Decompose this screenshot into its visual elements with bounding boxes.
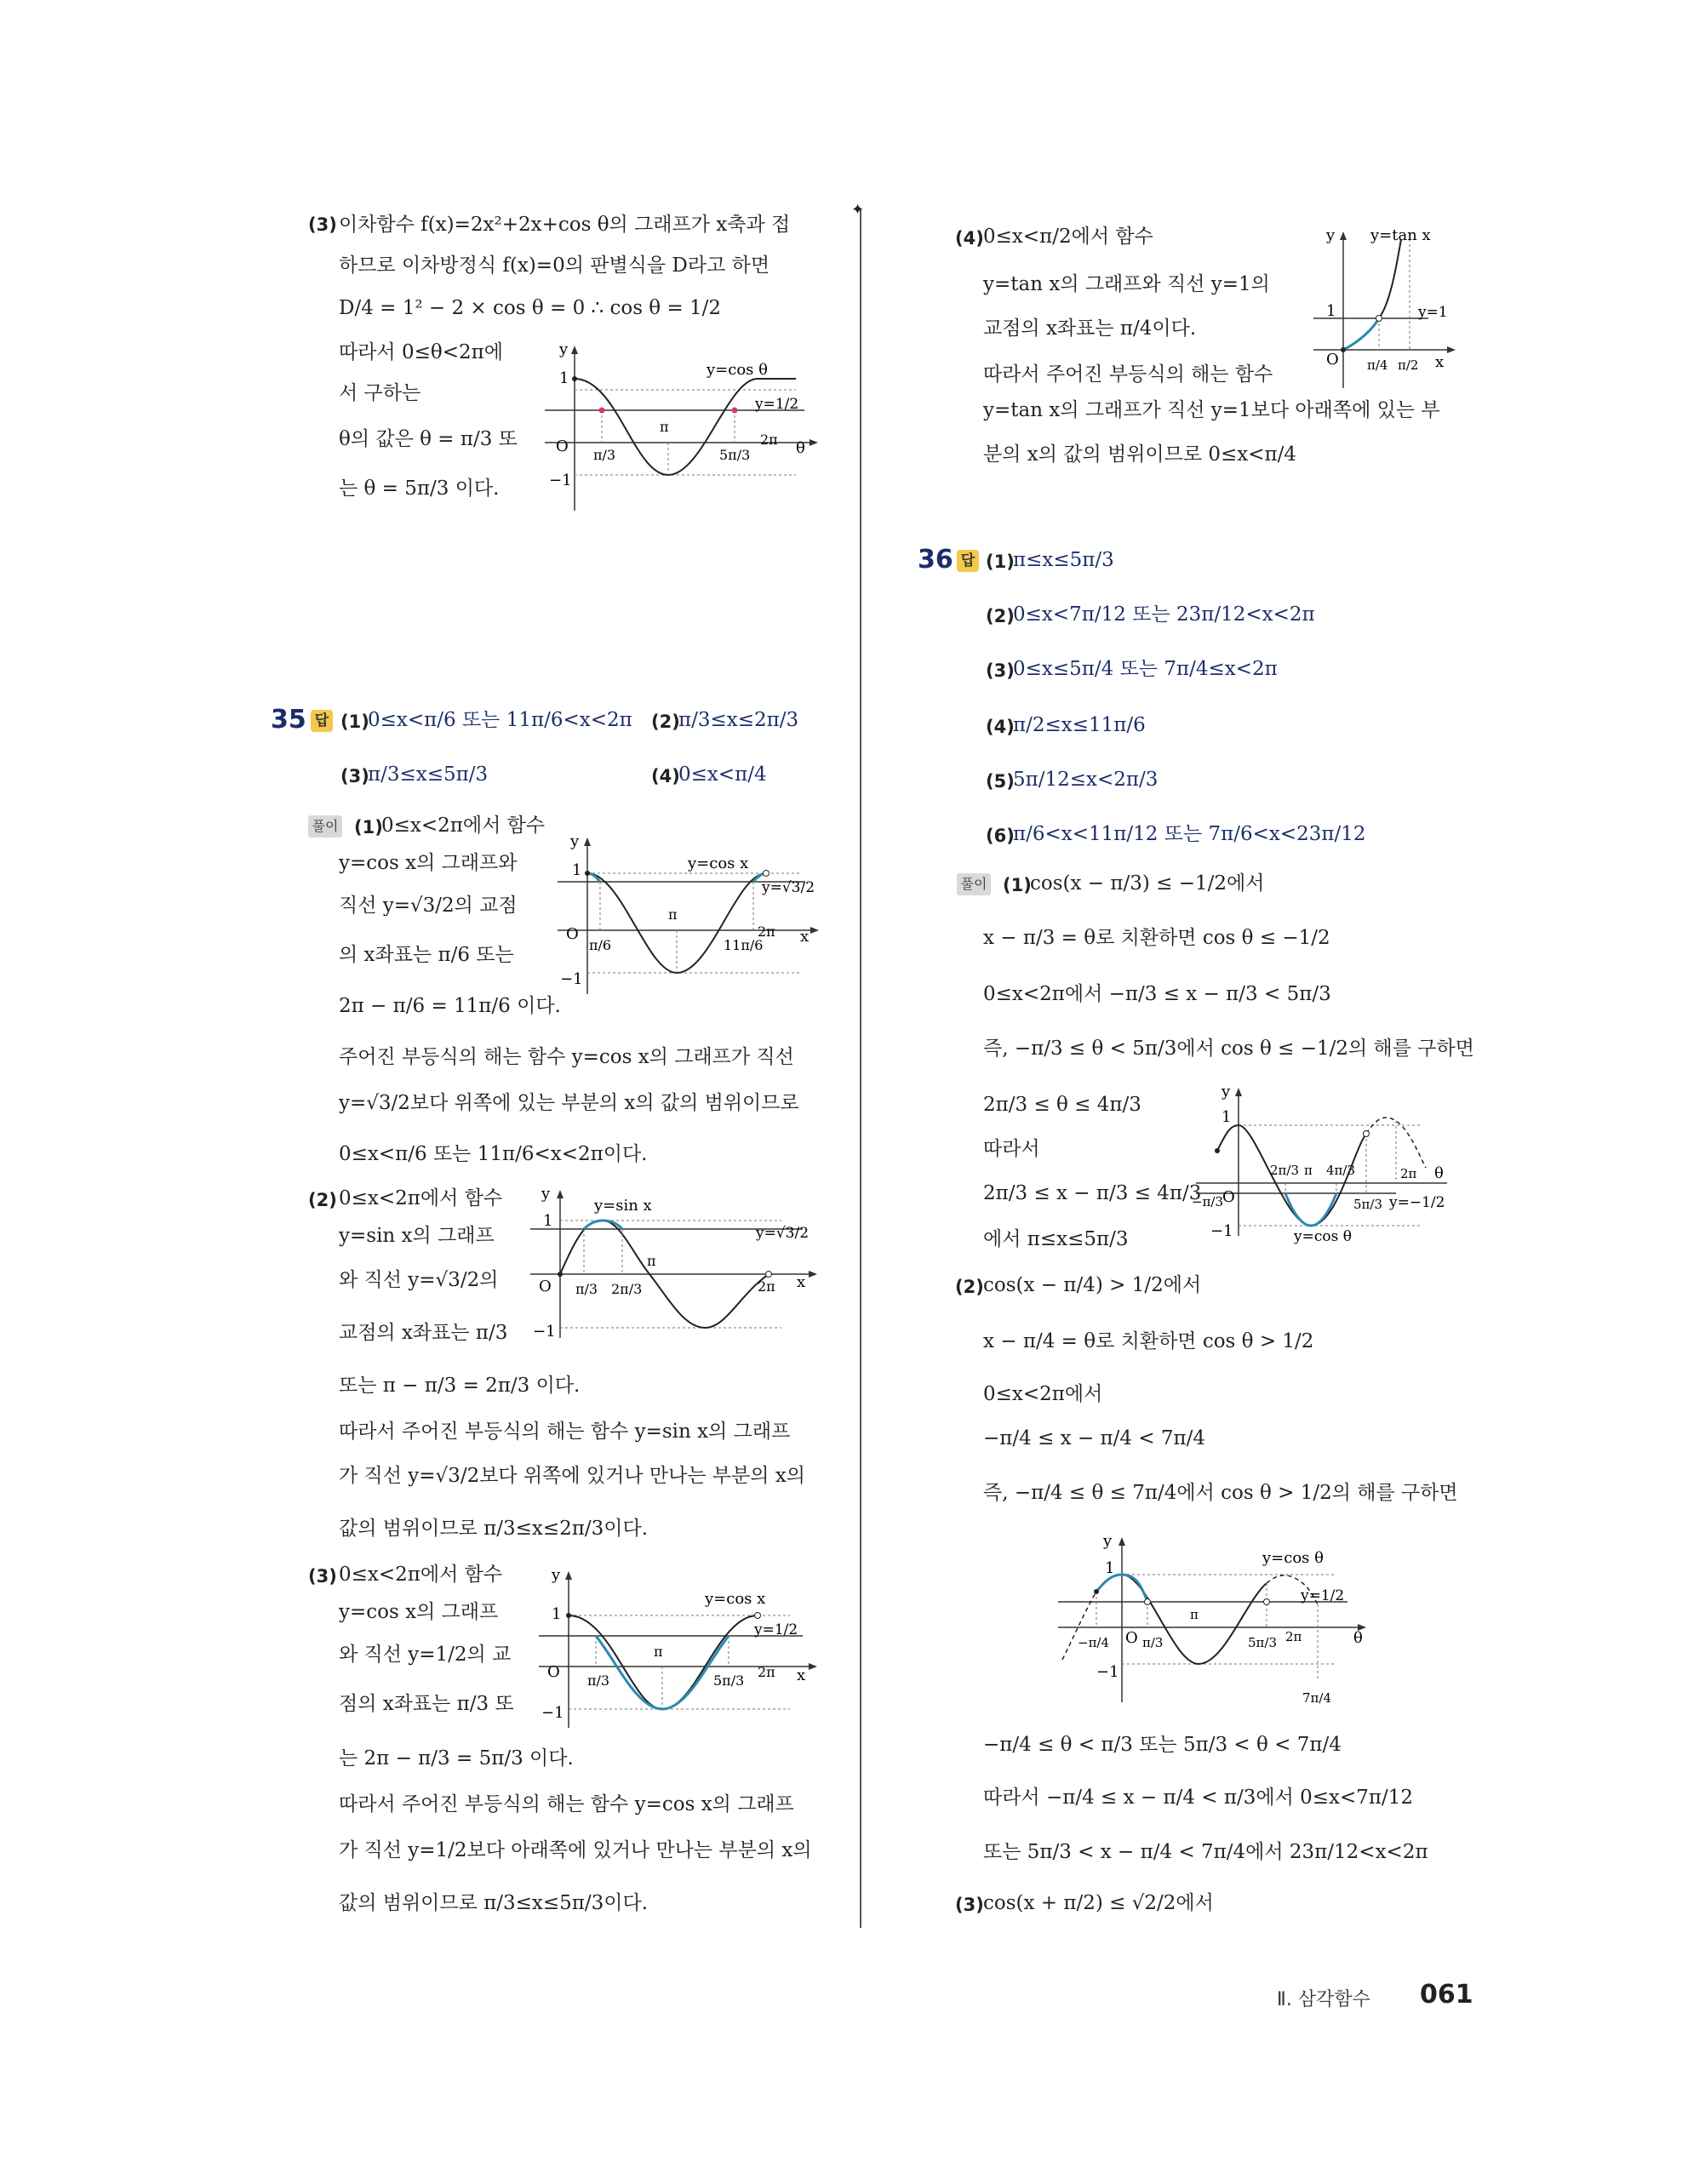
divider-ornament-icon: ✦ <box>851 201 865 219</box>
graph-line-label: y=√3/2 <box>756 1225 810 1242</box>
p34-4-line4: 따라서 주어진 부등식의 해는 함수 <box>983 363 1273 386</box>
p35-s1-line5: 2π − π/6 = 11π/6 이다. <box>339 995 561 1017</box>
p36-s2-label: (2) <box>955 1277 984 1297</box>
graph-origin-label: O <box>547 1663 560 1681</box>
p36-ans3: 0≤x≤5π/4 또는 7π/4≤x<2π <box>1013 658 1278 680</box>
graph-line-label: y=1/2 <box>1301 1587 1345 1604</box>
p36-ans5-label: (5) <box>986 771 1015 792</box>
graph-tick-4: 2π <box>758 1664 775 1680</box>
p35-s2-line3: 와 직선 y=√3/2의 <box>339 1269 499 1291</box>
graph-one-label: 1 <box>543 1212 553 1230</box>
graph-tick-1: π/3 <box>587 1672 610 1689</box>
graph-tick-6: 2π <box>1400 1166 1417 1181</box>
p35-ans2: π/3≤x≤2π/3 <box>678 709 799 731</box>
graph-origin-label: O <box>566 925 579 943</box>
problem-36-number: 36 <box>918 545 953 575</box>
p36-s1-line7: 2π/3 ≤ x − π/3 ≤ 4π/3 <box>983 1182 1202 1204</box>
p36-ans5: 5π/12≤x<2π/3 <box>1013 769 1159 791</box>
p36-s1-line6: 따라서 <box>983 1138 1040 1160</box>
p36-s3-line1: cos(x + π/2) ≤ √2/2에서 <box>983 1892 1214 1914</box>
p35-solution-badge: 풀이 <box>308 815 342 838</box>
graph-curve-label: y=tan x <box>1370 226 1431 244</box>
p35-s3-line7: 가 직선 y=1/2보다 아래쪽에 있거나 만나는 부분의 x의 <box>339 1839 812 1861</box>
graph-tick-4: 4π/3 <box>1326 1163 1355 1178</box>
graph-neg-one-label: −1 <box>1210 1222 1233 1240</box>
graph-origin-label: O <box>1125 1629 1138 1647</box>
p34-3-graph <box>541 340 821 519</box>
graph-x-axis-label: x <box>797 1273 806 1291</box>
graph-y-axis-label: y <box>1103 1532 1113 1550</box>
p36-ans1-label: (1) <box>986 552 1015 572</box>
p36-s2-line2: x − π/4 = θ로 치환하면 cos θ > 1/2 <box>983 1330 1314 1352</box>
p35-ans2-label: (2) <box>651 712 680 732</box>
p36-s1-graph <box>1192 1083 1464 1244</box>
graph-neg-one-label: −1 <box>541 1704 564 1722</box>
p36-ans1: π≤x≤5π/3 <box>1013 549 1114 571</box>
graph-curve-label: y=sin x <box>594 1197 652 1215</box>
graph-origin-label: O <box>1222 1188 1235 1206</box>
p35-s2-line8: 값의 범위이므로 π/3≤x≤2π/3이다. <box>339 1518 649 1540</box>
p35-s2-label: (2) <box>308 1190 337 1210</box>
graph-tick-1: π/6 <box>589 937 612 953</box>
graph-tick-3: 11π/6 <box>724 937 764 953</box>
graph-tick-2: π/3 <box>1142 1635 1164 1650</box>
graph-tick-3: π <box>1304 1163 1313 1178</box>
p34-3-line6: θ의 값은 θ = π/3 또 <box>339 428 518 450</box>
p36-s2-graph <box>1054 1532 1377 1719</box>
p35-s3-line1: 0≤x<2π에서 함수 <box>339 1564 503 1586</box>
graph-tick-1: −π/4 <box>1078 1635 1110 1650</box>
footer-section-title: Ⅱ. 삼각함수 <box>1277 1989 1370 2010</box>
graph-curve-label: y=cos x <box>705 1590 766 1608</box>
p35-s3-label: (3) <box>308 1566 337 1587</box>
p34-4-line3: 교점의 x좌표는 π/4이다. <box>983 317 1197 340</box>
p36-s1-line2: x − π/3 = θ로 치환하면 cos θ ≤ −1/2 <box>983 927 1330 949</box>
graph-tick-1: π/3 <box>575 1281 598 1297</box>
graph-tick-4: 2π <box>758 1278 775 1295</box>
problem-35-number: 35 <box>271 705 306 735</box>
graph-tick-2: 2π/3 <box>611 1281 643 1297</box>
p36-ans4-label: (4) <box>986 717 1015 737</box>
graph-y-axis-label: y <box>1326 226 1336 244</box>
p34-3-label: (3) <box>308 214 337 235</box>
p35-s1-line1: 0≤x<2π에서 함수 <box>381 815 546 837</box>
graph-y-axis-label: y <box>559 340 569 358</box>
graph-one-label: 1 <box>552 1605 562 1623</box>
graph-tick-4: 2π <box>758 923 775 940</box>
graph-curve-label: y=cos θ <box>1294 1228 1352 1244</box>
graph-y-axis-label: y <box>552 1566 561 1584</box>
p35-ans4: 0≤x<π/4 <box>678 763 767 786</box>
p34-4-line2: y=tan x의 그래프와 직선 y=1의 <box>983 273 1270 295</box>
graph-y-axis-label: y <box>570 832 580 850</box>
p35-s3-line5: 는 2π − π/3 = 5π/3 이다. <box>339 1747 574 1769</box>
column-divider <box>860 209 861 1928</box>
p35-s2-line2: y=sin x의 그래프 <box>339 1225 495 1247</box>
p34-4-label: (4) <box>955 228 984 249</box>
graph-line-label: y=1/2 <box>754 1621 798 1638</box>
graph-line-label: y=1/2 <box>755 396 799 413</box>
graph-neg-one-label: −1 <box>533 1323 556 1341</box>
p34-3-line7: 는 θ = 5π/3 이다. <box>339 477 500 500</box>
p36-s1-label: (1) <box>1003 875 1032 895</box>
p35-ans3: π/3≤x≤5π/3 <box>368 763 489 786</box>
p34-4-line1: 0≤x<π/2에서 함수 <box>983 226 1153 248</box>
p36-s2-line1: cos(x − π/4) > 1/2에서 <box>983 1274 1202 1296</box>
p36-s1-line4: 즉, −π/3 ≤ θ < 5π/3에서 cos θ ≤ −1/2의 해를 구하면 <box>983 1038 1474 1060</box>
graph-x-axis-label: x <box>797 1667 806 1684</box>
graph-one-label: 1 <box>1326 302 1336 320</box>
p36-s2-line8: 또는 5π/3 < x − π/4 < 7π/4에서 23π/12<x<2π <box>983 1841 1428 1863</box>
graph-one-label: 1 <box>559 369 569 387</box>
graph-tick-2: 2π/3 <box>1270 1163 1299 1178</box>
graph-y-axis-label: y <box>541 1185 551 1203</box>
p36-s3-label: (3) <box>955 1895 984 1915</box>
graph-tick-3: 5π/3 <box>713 1672 745 1689</box>
graph-tick-1: π/4 <box>1367 357 1388 373</box>
graph-origin-label: O <box>1326 351 1339 369</box>
p35-s1-line2: y=cos x의 그래프와 <box>339 852 518 874</box>
p36-answer-badge: 답 <box>957 550 979 572</box>
p34-4-line6: 분의 x의 값의 범위이므로 0≤x<π/4 <box>983 443 1297 466</box>
graph-neg-one-label: −1 <box>1096 1663 1119 1681</box>
p36-ans2: 0≤x<7π/12 또는 23π/12<x<2π <box>1013 603 1315 626</box>
p35-s2-line1: 0≤x<2π에서 함수 <box>339 1187 503 1209</box>
p35-answer-badge: 답 <box>311 710 333 732</box>
p36-s2-line3: 0≤x<2π에서 <box>983 1383 1103 1405</box>
graph-line-label: y=−1/2 <box>1389 1194 1445 1211</box>
graph-curve-label: y=cos θ <box>707 361 768 379</box>
p35-ans1-label: (1) <box>340 712 369 732</box>
p36-ans6: π/6<x<11π/12 또는 7π/6<x<23π/12 <box>1013 823 1366 845</box>
p36-ans4: π/2≤x≤11π/6 <box>1013 714 1146 736</box>
p35-s3-line3: 와 직선 y=1/2의 교 <box>339 1644 512 1666</box>
graph-curve-label: y=cos x <box>688 855 749 872</box>
p36-ans6-label: (6) <box>986 826 1015 846</box>
p35-s3-line4: 점의 x좌표는 π/3 또 <box>339 1693 514 1715</box>
graph-x-axis-label: x <box>800 928 810 946</box>
p35-s3-line6: 따라서 주어진 부등식의 해는 함수 y=cos x의 그래프 <box>339 1793 794 1815</box>
p36-ans3-label: (3) <box>986 660 1015 681</box>
p35-ans1: 0≤x<π/6 또는 11π/6<x<2π <box>368 709 632 731</box>
p34-3-line1: 이차함수 f(x)=2x²+2x+cos θ의 그래프가 x축과 접 <box>339 214 791 236</box>
graph-tick-4: 2π <box>760 432 778 448</box>
graph-x-axis-label: θ <box>1353 1629 1363 1647</box>
p35-s1-line4: 의 x좌표는 π/6 또는 <box>339 944 514 966</box>
graph-tick-1: π/3 <box>593 447 616 463</box>
graph-tick-2: π <box>668 906 678 923</box>
graph-neg-one-label: −1 <box>549 472 572 489</box>
graph-tick-1: −π/3 <box>1192 1194 1224 1209</box>
graph-one-label: 1 <box>1105 1559 1115 1577</box>
graph-origin-label: O <box>539 1278 552 1295</box>
p35-s1-label: (1) <box>354 817 383 838</box>
graph-one-label: 1 <box>1221 1108 1232 1126</box>
p36-s1-line8: 에서 π≤x≤5π/3 <box>983 1228 1129 1250</box>
p36-s1-line1: cos(x − π/3) ≤ −1/2에서 <box>1030 872 1265 895</box>
graph-one-label: 1 <box>572 861 582 879</box>
p36-s2-line7: 따라서 −π/4 ≤ x − π/4 < π/3에서 0≤x<7π/12 <box>983 1787 1414 1809</box>
p35-s2-line5: 또는 π − π/3 = 2π/3 이다. <box>339 1375 581 1397</box>
p34-4-line5: y=tan x의 그래프가 직선 y=1보다 아래쪽에 있는 부 <box>983 399 1440 421</box>
graph-x-axis-label: x <box>1435 353 1445 371</box>
graph-tick-2: π/2 <box>1398 357 1419 373</box>
graph-line-label: y=1 <box>1418 304 1448 321</box>
p35-s2-line4: 교점의 x좌표는 π/3 <box>339 1322 508 1344</box>
p34-4-graph <box>1309 226 1462 397</box>
p36-s2-line4: −π/4 ≤ x − π/4 < 7π/4 <box>983 1427 1206 1449</box>
p36-solution-badge: 풀이 <box>957 873 991 895</box>
p36-s2-line5: 즉, −π/4 ≤ θ ≤ 7π/4에서 cos θ > 1/2의 해를 구하면 <box>983 1482 1458 1504</box>
p34-3-line5: 서 구하는 <box>339 382 421 404</box>
p35-s3-line8: 값의 범위이므로 π/3≤x≤5π/3이다. <box>339 1892 649 1914</box>
graph-curve-label: y=cos θ <box>1262 1549 1324 1567</box>
graph-origin-label: O <box>556 437 569 455</box>
graph-tick-5: 2π <box>1285 1629 1302 1644</box>
p35-s2-line7: 가 직선 y=√3/2보다 위쪽에 있거나 만나는 부분의 x의 <box>339 1465 806 1487</box>
p35-s2-graph <box>526 1185 824 1346</box>
graph-tick-4: 5π/3 <box>1248 1635 1277 1650</box>
p35-ans4-label: (4) <box>651 766 680 786</box>
p35-s2-line6: 따라서 주어진 부등식의 해는 함수 y=sin x의 그래프 <box>339 1421 791 1443</box>
graph-tick-3: π <box>1190 1607 1199 1622</box>
p36-s2-line6: −π/4 ≤ θ < π/3 또는 5π/3 < θ < 7π/4 <box>983 1734 1342 1756</box>
p36-s1-line3: 0≤x<2π에서 −π/3 ≤ x − π/3 < 5π/3 <box>983 983 1331 1005</box>
footer-page-number: 061 <box>1420 1980 1473 2010</box>
graph-tick-2: π <box>660 419 669 435</box>
graph-tick-3: π <box>647 1253 656 1269</box>
p35-ans3-label: (3) <box>340 766 369 786</box>
p34-3-line4: 따라서 0≤θ<2π에 <box>339 341 503 363</box>
graph-line-label: y=√3/2 <box>762 879 815 896</box>
p36-s1-line5: 2π/3 ≤ θ ≤ 4π/3 <box>983 1094 1141 1116</box>
p35-s1-graph <box>553 832 826 1003</box>
graph-tick-6: 7π/4 <box>1302 1690 1331 1706</box>
p34-3-line2: 하므로 이차방정식 f(x)=0의 판별식을 D라고 하면 <box>339 254 770 277</box>
graph-x-axis-label: θ <box>1434 1164 1444 1182</box>
graph-tick-3: 5π/3 <box>719 447 751 463</box>
graph-neg-one-label: −1 <box>560 970 583 988</box>
p35-s1-line3: 직선 y=√3/2의 교점 <box>339 895 518 917</box>
p36-ans2-label: (2) <box>986 606 1015 626</box>
p35-s3-graph <box>535 1566 824 1736</box>
graph-tick-5: 5π/3 <box>1353 1197 1382 1212</box>
graph-tick-2: π <box>654 1644 663 1660</box>
graph-x-axis-label: θ <box>796 439 805 457</box>
p35-s1-line6: 주어진 부등식의 해는 함수 y=cos x의 그래프가 직선 <box>339 1046 794 1068</box>
graph-y-axis-label: y <box>1221 1083 1231 1101</box>
p35-s1-line7: y=√3/2보다 위쪽에 있는 부분의 x의 값의 범위이므로 <box>339 1092 799 1114</box>
p34-3-line3: D/4 = 1² − 2 × cos θ = 0 ∴ cos θ = 1/2 <box>339 297 722 319</box>
p35-s3-line2: y=cos x의 그래프 <box>339 1601 499 1623</box>
p35-s1-line8: 0≤x<π/6 또는 11π/6<x<2π이다. <box>339 1143 648 1165</box>
